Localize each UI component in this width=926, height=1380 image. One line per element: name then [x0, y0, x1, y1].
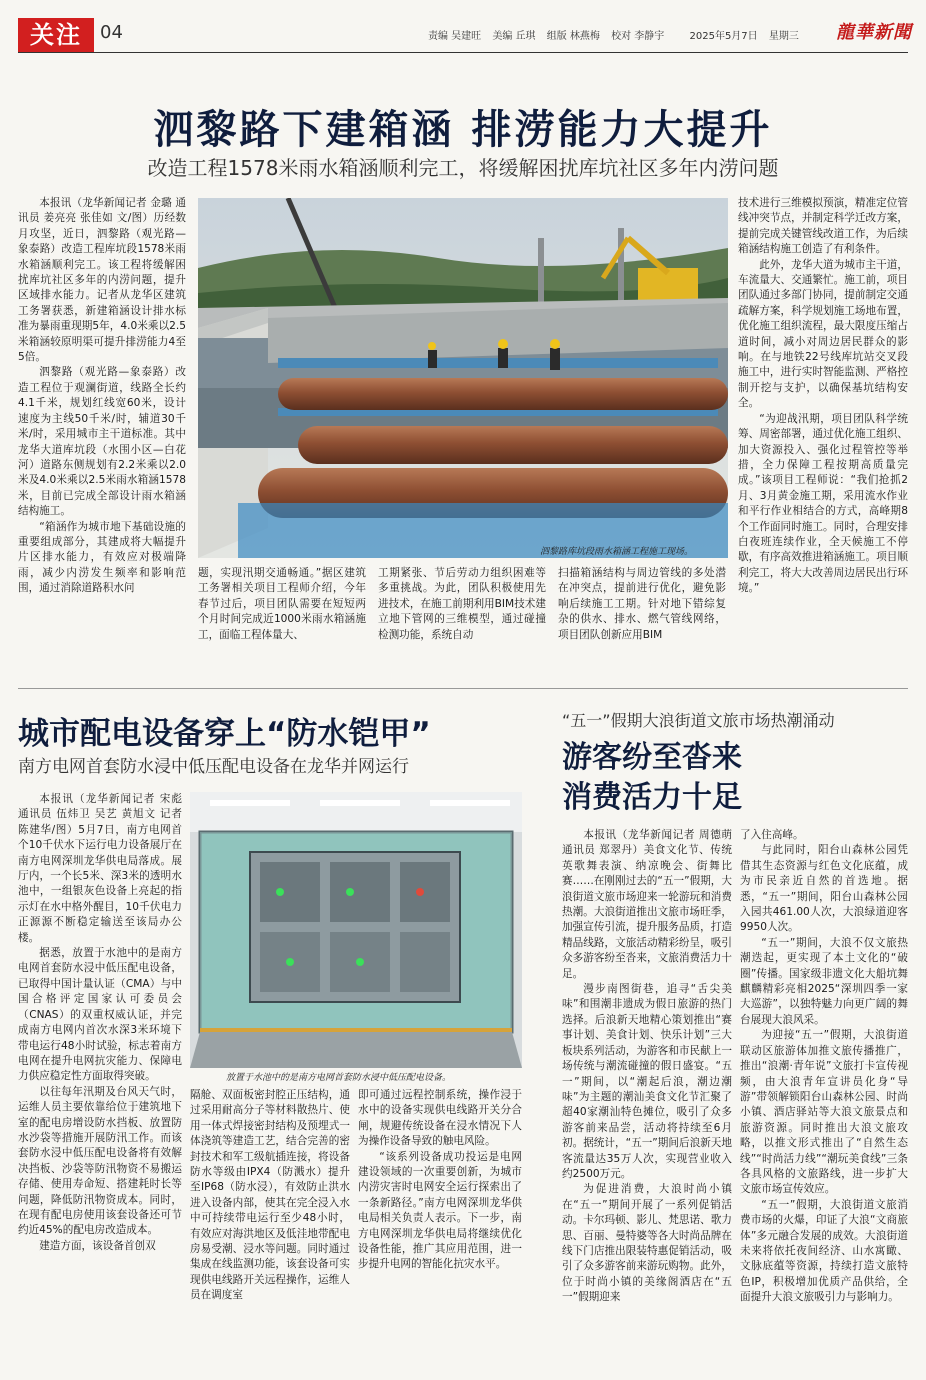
article3-paragraph: 漫步南图街巷，追寻“舌尖美味”和围潮非遗成为假日旅游的热门选择。后浪新天地精心策划推出“赛事计划、美食计划、快乐计划”三大板块系列活动，为游客和市民献上一场传统与潮流碰撞的假日盛宴。“五一”期间，以“潮起后浪，潮边潮味”为主题的潮汕美食文化节汇聚了超40家潮汕特色摊位，吸引了众多游客前来品尝，活动将持续至6月初。据统计，“五一”期间后浪新天地客流量达35万人次，实现营业收入约2500万元。 [562, 983, 732, 1180]
editorial-credits [428, 27, 807, 42]
credit-proof: 校对 李静宇 [611, 31, 665, 42]
credit-designer: 美编 丘琪 [492, 31, 536, 42]
article3-paragraph: 为促进消费，大浪时尚小镇在“五一”期间开展了一系列促销活动。卡尔玛顿、影儿、梵思诺、歌力思、百丽、曼特婆等各大时尚品牌在线下门店推出限装特惠促销活动，吸引了众多游客前来游玩购物。此外，位于时尚小镇的美缘阁酒店在“五一”假期迎来 [562, 1183, 732, 1304]
article2-column-3 [358, 1088, 522, 1372]
header-rule [18, 52, 908, 53]
article1-photo-caption: 泗黎路库坑段雨水箱涵工程施工现场。 [540, 547, 694, 557]
article3-paragraph: “五一”期间，大浪不仅文旅热潮迭起，更实现了本土文化的“破圈”传播。国家级非遗文化大船坑舞麒麟精彩亮相2025“深圳四季一家大巡游”，以独特魅力向更广阔的舞台展现大浪风采。 [740, 936, 908, 1026]
masthead-logo: 龍華新聞 [836, 22, 912, 43]
article1-paragraph: 工期紧张、节后劳动力组织困难等多重挑战。为此，团队积极使用先进技术，在施工前期利用BIM技术建立地下管网的三维模型，通过碰撞检测功能，系统自动 [378, 567, 546, 641]
article1-paragraph: 本报讯（龙华新闻记者 金璐 通讯员 姜亮亮 张佳如 文/图）历经数月攻坚，近日，泗黎路（观光路—象泰路）改造工程库坑段1578米雨水箱涵顺利完工。该工程将缓解困扰库坑社区多年的内涝问题，提升区域排水能力。记者从龙华区建筑工务署获悉，新建箱涵设计排水标准为暴雨重现期5年，4.0米乘以2.5米箱涵较原明渠可提升排涝能力4至5倍。 [18, 197, 186, 364]
article2-paragraph: 以往每年汛期及台风天气时，运维人员主要依靠给位于建筑地下室的配电房增设防水挡板、放置防水沙袋等措施开展防汛工作。而该套防水浸中低压配电设备将有效解决挡板、沙袋等防汛物资不易搬运存储、使用寿命短、搭建耗时长等问题，降低防汛物资成本。同时，在现有配电房使用该套设备还可节约近45%的配电房改造成本。 [18, 1085, 182, 1237]
article2-paragraph: 据悉，放置于水池中的是南方电网首套防水浸中低压配电设备，已取得中国计量认证（CMA）与中国合格评定国家认可委员会（CNAS）的双重权威认证，并完成南方电网内首次水深3米环境下带电运行48小时试验，标志着南方电网在提升电网抗灾能力、保障电力供应稳定性方面取得突破。 [18, 947, 182, 1083]
article1-paragraph: 题，实现汛期交通畅通。”据区建筑工务署相关项目工程师介绍，今年春节过后，项目团队需要在短短两个月时间完成近1000米雨水箱涵施工，面临工程体量大、 [198, 567, 366, 641]
article1-paragraph: 扫描箱涵结构与周边管线的多处潜在冲突点，提前进行优化，避免影响后续施工工期。针对地下错综复杂的供水、排水、燃气管线网络，项目团队创新应用BIM [558, 567, 726, 641]
article1-column-4 [558, 566, 726, 680]
article1-column-3 [378, 566, 546, 680]
issue-weekday: 星期三 [768, 31, 799, 42]
article1-paragraph: 泗黎路（观光路—象泰路）改造工程位于观澜街道，线路全长约4.1千米，规划红线宽60米，设计速度为主线50千米/时，辅道30千米/时，采用城市主干道标准。其中龙华大道库坑段（水围小区—白花河）道路东侧规划有2.2米乘以2.0米及4.0米乘以2.5米雨水箱涵1578米，目前已完成全部设计雨水箱涵结构施工。 [18, 366, 186, 518]
article1-paragraph: 此外，龙华大道为城市主干道，车流量大、交通繁忙。施工前，项目团队通过多部门协同，提前制定交通疏解方案，科学规划施工场地布置，优化施工组织流程，最大限度压缩占道时间，减小对周边居民群众的影响。在与地铁22号线库坑站交叉段施工中，进行实时智能监测、严格控制开挖与支护，以确保基坑结构安全。 [738, 258, 908, 410]
article3-headline-line2: 消费活力十足 [562, 780, 742, 815]
page-number: 04 [100, 22, 123, 43]
article3-column-1 [562, 828, 732, 1372]
article1-photo-construction-site [198, 198, 728, 558]
article2-subhead: 南方电网首套防水浸中低压配电设备在龙华并网运行 [18, 757, 409, 777]
section-tag: 关注 [18, 18, 94, 52]
article1-column-1 [18, 196, 186, 680]
article1-paragraph: “箱涵作为城市地下基础设施的重要组成部分，其建成将大幅提升片区排水能力，有效应对极端降雨，减少内涝发生频率和影响范围，通过消除道路积水问 [18, 520, 186, 595]
article2-paragraph: 隔舱、双面板密封腔正压结构，通过采用耐高分子等材料散热片、使用一体式焊接密封结构及预埋式一体浇筑等建造工艺，结合完善的密封技术和军工级航插连接，将设备防水等级由IPX4（防溅水）提升至IP68（防水浸），有效防止洪水进入设备内部，使其在完全浸入水中可持续带电运行至少48小时，有效应对海洪地区及低洼地带配电房易受潮、浸水等问题。同时通过集成在线监测功能，该套设备可实现供电线路开关远程操作，运维人员在调度室 [190, 1089, 350, 1302]
page-header [0, 0, 926, 52]
credit-layout: 组版 林燕梅 [546, 31, 600, 42]
article2-column-1 [18, 792, 182, 1372]
article2-headline: 城市配电设备穿上“防水铠甲” [18, 716, 431, 752]
article3-paragraph: 本报讯（龙华新闻记者 周德萌 通讯员 郑翠丹）美食文化节、传统英歌舞表演、纳凉晚会、街舞比赛……在刚刚过去的“五一”假期，大浪街道文旅市场迎来一轮游玩和消费热潮。大浪街道推出文旅市场旺季，加强宣传引流，提升服务品质，打造精品线路，文旅活动精彩纷呈，吸引众多游客纷至沓来，文旅消费活力十足。 [562, 829, 732, 980]
article1-subhead: 改造工程1578米雨水箱涵顺利完工，将缓解困扰库坑社区多年内涝问题 [147, 156, 779, 180]
article1-column-5 [738, 196, 908, 680]
article1-column-2 [198, 566, 366, 680]
article2-photo-waterproof-equipment [190, 792, 522, 1068]
article3-paragraph: 了入住高峰。 [740, 829, 804, 841]
article2-paragraph: 本报讯（龙华新闻记者 宋彪 通讯员 伍炜卫 吴艺 黄旭文 记者 陈建华/图）5月7日，南方电网首个10千伏水下运行电力设备展厅在南方电网深圳龙华供电局落成。展厅内，一个长5米、深3米的透明水池中，一组银灰色设备上亮起的指示灯在水中格外醒目，10千伏电力正源源不断稳定输送至该局办公楼。 [18, 793, 182, 944]
article2-column-2 [190, 1088, 350, 1372]
article1-paragraph: 技术进行三维模拟预演，精准定位管线冲突节点，并制定科学迁改方案，提前完成关键管线改道工作，为后续箱涵结构施工创造了有利条件。 [738, 197, 908, 256]
article2-paragraph: 建造方面，该设备首创双 [39, 1239, 156, 1252]
article1-headline: 泗黎路下建箱涵 排涝能力大提升 [153, 107, 773, 153]
article3-headline-line1: 游客纷至沓来 [562, 740, 742, 775]
article3-column-2 [740, 828, 908, 1372]
article2-paragraph: 即可通过远程控制系统，操作浸于水中的设备实现供电线路开关分合闸，规避传统设备在浸水情况下人为操作设备导致的触电风险。 [358, 1089, 522, 1148]
section-divider [18, 688, 908, 689]
article2-photo-caption: 放置于水池中的是南方电网首套防水浸中低压配电设备。 [226, 1073, 452, 1083]
issue-date: 2025年5月7日 [689, 31, 758, 42]
article3-paragraph: 与此同时，阳台山森林公园凭借其生态资源与红色文化底蕴，成为市民亲近自然的首选地。据悉，“五一”期间，阳台山森林公园入园共461.00人次，大浪绿道迎客9950人次。 [740, 844, 908, 934]
article3-paragraph: “五一”假期，大浪街道文旅消费市场的火爆，印证了大浪“文商旅体”多元融合发展的成效。大浪街道未来将依托夜间经济、山水寓瞰、文脉底蕴等资源，持续打造文旅特色IP，积极增加优质产品供给，全面提升大浪文旅吸引力与影响力。 [740, 1198, 908, 1304]
credit-editor: 责编 吴建旺 [428, 31, 482, 42]
article2-paragraph: “该系列设备成功投运是电网建设领域的一次重要创新，为城市内涝灾害时电网安全运行探索出了一条新路径。”南方电网深圳龙华供电局相关负责人表示。下一步，南方电网深圳龙华供电局将继续优化设备性能，推广其应用范围，进一步提升电网的智能化抗灾水平。 [358, 1150, 522, 1271]
article3-paragraph: 为迎接“五一”假期，大浪街道联动区旅游体加推文旅传播推广，推出“浪潮·青年说”文旅打卡宣传视频，由大浪青年宣讲员化身“导游”带领解锁阳台山森林公园、时尚小镇、酒店驿站等大浪文旅景点和旅游资源。同时推出大浪文旅攻略，以推文形式推出了“自然生态线”“时尚活力线”“潮玩美食线”三条各具风格的文旅路线，进一步扩大文旅市场宣传效应。 [740, 1029, 908, 1196]
article1-paragraph: “为迎战汛期，项目团队科学统筹、周密部署，通过优化施工组织、加大资源投入、强化过程管控等举措，全力保障工程按期高质量完成。”该项目工程师说：“我们抢抓2月、3月黄金施工期，采用流水作业和平行作业相结合的方式，高峰期8个工作面同时施工。同时，合理安排白夜班连续作业，全天候施工不停歇，有序高效推进箱涵施工。项目顺利完工，将大大改善周边居民出行环境。” [738, 412, 908, 595]
article3-kicker: “五一”假期大浪街道文旅市场热潮涌动 [562, 711, 835, 730]
